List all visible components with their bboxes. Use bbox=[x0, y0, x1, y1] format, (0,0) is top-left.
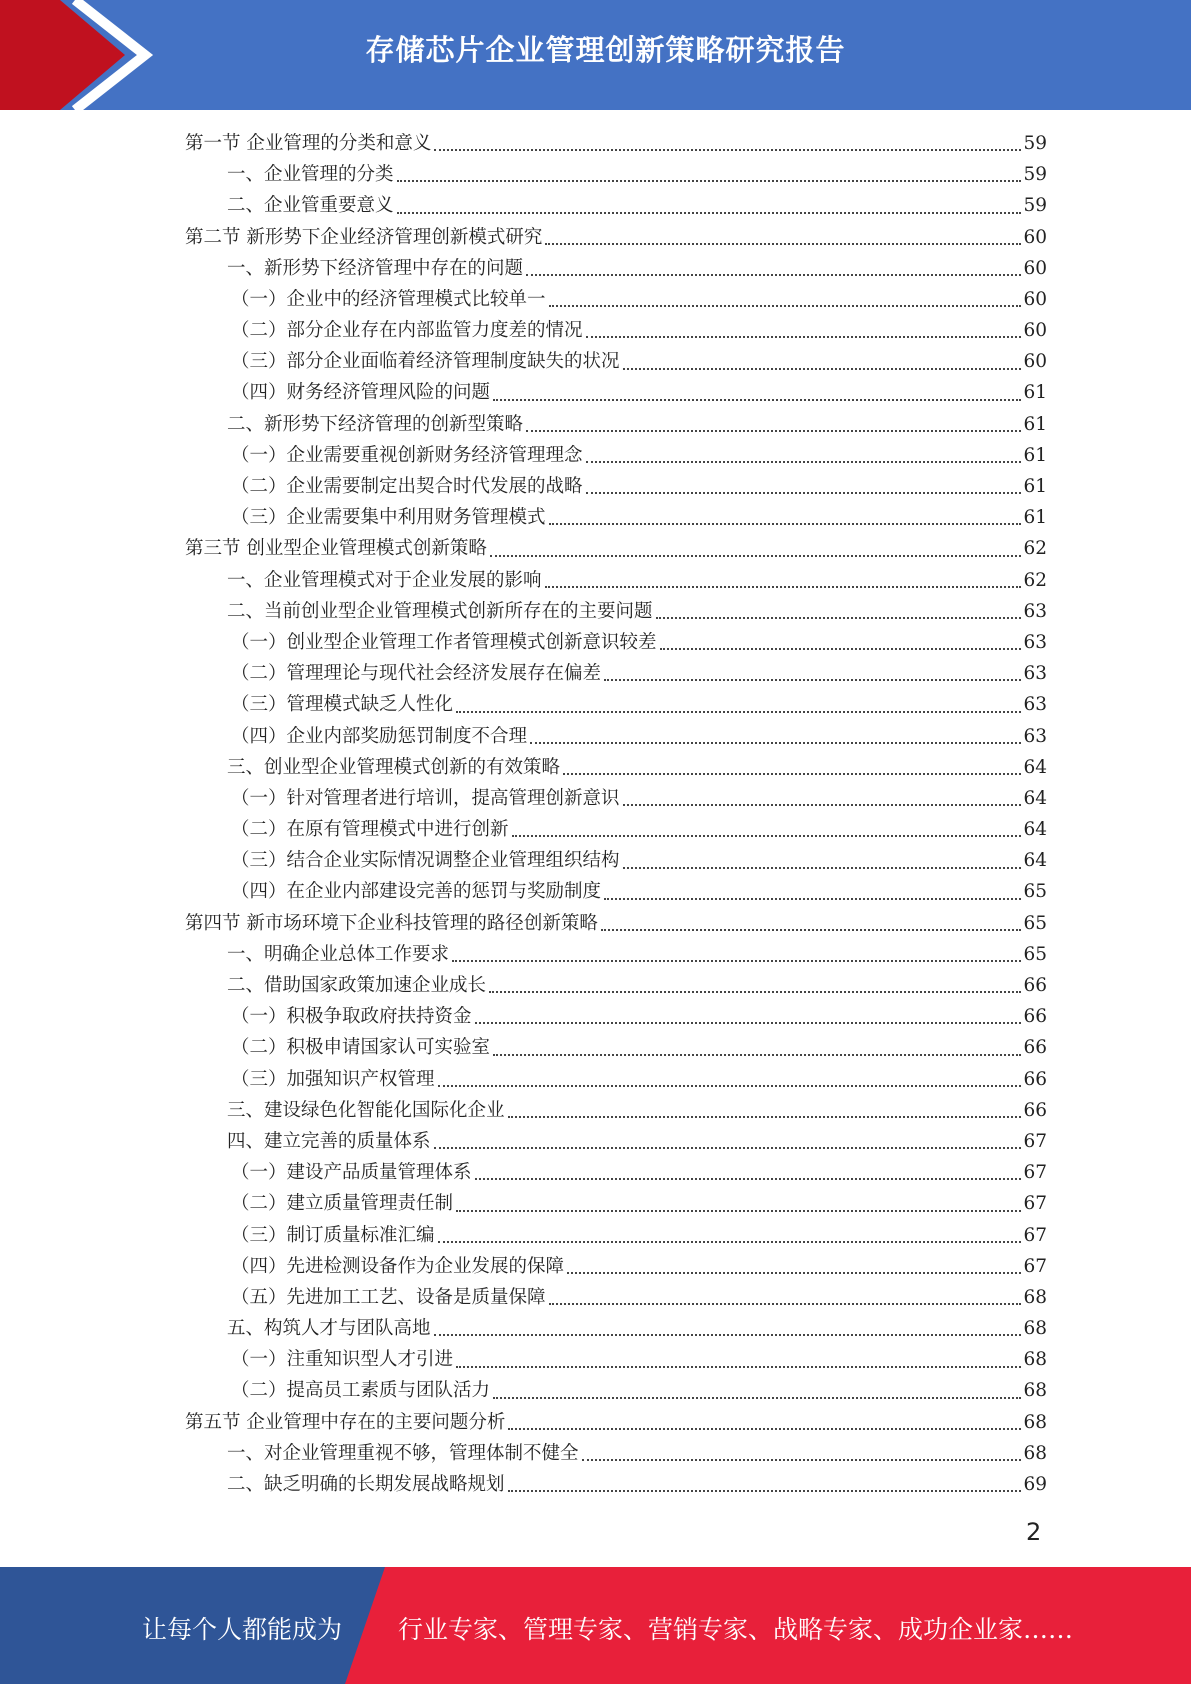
page-header bbox=[0, 0, 1191, 110]
toc-entry[interactable] bbox=[185, 1032, 1047, 1063]
toc-dot-leader bbox=[549, 1303, 1022, 1305]
toc-entry[interactable] bbox=[185, 1407, 1047, 1438]
toc-dot-leader bbox=[475, 1178, 1022, 1180]
toc-entry-title: （三）管理模式缺乏人性化 bbox=[231, 694, 454, 716]
toc-entry-page: 64 bbox=[1023, 756, 1047, 778]
toc-entry-page: 67 bbox=[1023, 1255, 1047, 1277]
toc-entry[interactable] bbox=[185, 752, 1047, 783]
toc-entry-page: 60 bbox=[1023, 288, 1047, 310]
toc-dot-leader bbox=[582, 1459, 1022, 1461]
toc-entry-page: 68 bbox=[1023, 1442, 1047, 1464]
toc-entry-page: 66 bbox=[1023, 1037, 1047, 1059]
toc-dot-leader bbox=[623, 368, 1022, 370]
toc-entry-page: 68 bbox=[1023, 1349, 1047, 1371]
toc-entry-title: 二、缺乏明确的长期发展战略规划 bbox=[227, 1474, 505, 1496]
toc-entry-page: 67 bbox=[1023, 1193, 1047, 1215]
toc-entry[interactable] bbox=[185, 783, 1047, 814]
toc-entry-title: （三）制订质量标准汇编 bbox=[231, 1224, 435, 1246]
toc-entry-title: 二、借助国家政策加速企业成长 bbox=[227, 975, 487, 997]
toc-entry-page: 60 bbox=[1023, 257, 1047, 279]
toc-entry[interactable] bbox=[185, 190, 1047, 221]
toc-entry-title: 三、创业型企业管理模式创新的有效策略 bbox=[227, 756, 561, 778]
toc-entry[interactable] bbox=[185, 159, 1047, 190]
toc-entry-page: 61 bbox=[1023, 476, 1047, 498]
toc-entry[interactable] bbox=[185, 1282, 1047, 1313]
toc-entry[interactable] bbox=[185, 315, 1047, 346]
toc-entry-title: （二）积极申请国家认可实验室 bbox=[231, 1037, 491, 1059]
toc-entry[interactable] bbox=[185, 1001, 1047, 1032]
toc-entry[interactable] bbox=[185, 845, 1047, 876]
toc-entry-page: 63 bbox=[1023, 725, 1047, 747]
toc-entry-title: （一）注重知识型人才引进 bbox=[231, 1349, 454, 1371]
toc-dot-leader bbox=[549, 523, 1022, 525]
toc-entry-title: （三）部分企业面临着经济管理制度缺失的状况 bbox=[231, 351, 620, 373]
toc-entry-page: 59 bbox=[1023, 195, 1047, 217]
toc-entry[interactable] bbox=[185, 1376, 1047, 1407]
toc-dot-leader bbox=[456, 1366, 1021, 1368]
footer-slogan-left: 让每个人都能成为 bbox=[142, 1615, 343, 1644]
toc-dot-leader bbox=[493, 1054, 1021, 1056]
toc-entry-title: 一、新形势下经济管理中存在的问题 bbox=[227, 257, 524, 279]
toc-entry-page: 66 bbox=[1023, 1068, 1047, 1090]
toc-dot-leader bbox=[563, 773, 1021, 775]
toc-entry-title: 三、建设绿色化智能化国际化企业 bbox=[227, 1099, 505, 1121]
toc-entry-page: 65 bbox=[1023, 943, 1047, 965]
toc-entry[interactable] bbox=[185, 471, 1047, 502]
toc-dot-leader bbox=[623, 804, 1022, 806]
toc-dot-leader bbox=[601, 929, 1022, 931]
toc-dot-leader bbox=[586, 492, 1022, 494]
toc-dot-leader bbox=[586, 461, 1022, 463]
toc-entry[interactable] bbox=[185, 440, 1047, 471]
toc-dot-leader bbox=[545, 243, 1021, 245]
toc-entry-page: 61 bbox=[1023, 444, 1047, 466]
toc-dot-leader bbox=[623, 867, 1022, 869]
toc-dot-leader bbox=[493, 399, 1021, 401]
toc-dot-leader bbox=[397, 212, 1022, 214]
toc-entry-page: 67 bbox=[1023, 1224, 1047, 1246]
toc-entry-page: 59 bbox=[1023, 164, 1047, 186]
toc-dot-leader bbox=[456, 711, 1021, 713]
toc-dot-leader bbox=[586, 336, 1022, 338]
toc-entry-title: 第二节 新形势下企业经济管理创新模式研究 bbox=[185, 226, 543, 248]
toc-entry-page: 68 bbox=[1023, 1411, 1047, 1433]
page-number: 2 bbox=[1026, 1518, 1042, 1546]
toc-entry-title: （一）建设产品质量管理体系 bbox=[231, 1162, 472, 1184]
toc-entry[interactable] bbox=[185, 1095, 1047, 1126]
toc-dot-leader bbox=[434, 1334, 1022, 1336]
toc-dot-leader bbox=[604, 898, 1021, 900]
toc-entry[interactable] bbox=[185, 1313, 1047, 1344]
toc-entry-title: （一）创业型企业管理工作者管理模式创新意识较差 bbox=[231, 631, 657, 653]
toc-entry[interactable] bbox=[185, 814, 1047, 845]
toc-entry-title: 一、对企业管理重视不够，管理体制不健全 bbox=[227, 1442, 579, 1464]
report-title: 存储芯片企业管理创新策略研究报告 bbox=[365, 33, 846, 67]
toc-dot-leader bbox=[526, 274, 1021, 276]
toc-dot-leader bbox=[490, 555, 1022, 557]
toc-entry-page: 66 bbox=[1023, 1006, 1047, 1028]
toc-entry[interactable] bbox=[185, 721, 1047, 752]
toc-dot-leader bbox=[489, 991, 1021, 993]
toc-entry-title: （一）针对管理者进行培训，提高管理创新意识 bbox=[231, 787, 620, 809]
toc-entry-title: 五、构筑人才与团队高地 bbox=[227, 1318, 431, 1340]
toc-entry-title: （五）先进加工工艺、设备是质量保障 bbox=[231, 1286, 546, 1308]
toc-entry-title: （三）加强知识产权管理 bbox=[231, 1068, 435, 1090]
toc-entry[interactable] bbox=[185, 1126, 1047, 1157]
toc-dot-leader bbox=[508, 1490, 1022, 1492]
toc-entry-page: 61 bbox=[1023, 507, 1047, 529]
toc-entry-page: 68 bbox=[1023, 1380, 1047, 1402]
toc-entry-page: 69 bbox=[1023, 1474, 1047, 1496]
toc-entry-page: 60 bbox=[1023, 351, 1047, 373]
toc-entry[interactable] bbox=[185, 689, 1047, 720]
toc-entry-title: （四）先进检测设备作为企业发展的保障 bbox=[231, 1255, 565, 1277]
toc-entry-title: （四）企业内部奖励惩罚制度不合理 bbox=[231, 725, 528, 747]
toc-entry-page: 60 bbox=[1023, 320, 1047, 342]
toc-dot-leader bbox=[567, 1272, 1021, 1274]
toc-entry-title: 二、新形势下经济管理的创新型策略 bbox=[227, 413, 524, 435]
toc-dot-leader bbox=[512, 835, 1022, 837]
toc-entry-page: 68 bbox=[1023, 1318, 1047, 1340]
toc-entry-title: （一）积极争取政府扶持资金 bbox=[231, 1006, 472, 1028]
toc-entry[interactable] bbox=[185, 253, 1047, 284]
toc-entry-page: 64 bbox=[1023, 787, 1047, 809]
toc-dot-leader bbox=[660, 648, 1022, 650]
toc-entry[interactable] bbox=[185, 877, 1047, 908]
toc-entry-page: 66 bbox=[1023, 1099, 1047, 1121]
toc-entry[interactable] bbox=[185, 939, 1047, 970]
toc-entry-page: 64 bbox=[1023, 819, 1047, 841]
toc-entry[interactable] bbox=[185, 378, 1047, 409]
toc-entry[interactable] bbox=[185, 346, 1047, 377]
toc-entry[interactable] bbox=[185, 627, 1047, 658]
toc-entry-page: 64 bbox=[1023, 850, 1047, 872]
toc-entry-page: 60 bbox=[1023, 226, 1047, 248]
toc-entry-page: 63 bbox=[1023, 694, 1047, 716]
toc-entry[interactable] bbox=[185, 1469, 1047, 1500]
toc-dot-leader bbox=[508, 1428, 1021, 1430]
toc-entry-title: 第三节 创业型企业管理模式创新策略 bbox=[185, 538, 487, 560]
toc-entry[interactable] bbox=[185, 222, 1047, 253]
toc-entry-page: 63 bbox=[1023, 663, 1047, 685]
toc-entry-title: 二、当前创业型企业管理模式创新所存在的主要问题 bbox=[227, 600, 653, 622]
toc-entry-title: （一）企业需要重视创新财务经济管理理念 bbox=[231, 444, 583, 466]
toc-entry-title: 二、企业管重要意义 bbox=[227, 195, 394, 217]
toc-entry-page: 62 bbox=[1023, 569, 1047, 591]
toc-entry-title: （四）财务经济管理风险的问题 bbox=[231, 382, 491, 404]
table-of-contents bbox=[185, 128, 1047, 1500]
toc-entry[interactable] bbox=[185, 658, 1047, 689]
toc-entry-title: 第五节 企业管理中存在的主要问题分析 bbox=[185, 1411, 506, 1433]
toc-entry-title: （二）部分企业存在内部监管力度差的情况 bbox=[231, 320, 583, 342]
toc-entry-page: 68 bbox=[1023, 1286, 1047, 1308]
toc-entry[interactable] bbox=[185, 1064, 1047, 1095]
toc-entry-page: 67 bbox=[1023, 1162, 1047, 1184]
toc-entry-page: 62 bbox=[1023, 538, 1047, 560]
toc-entry-title: （三）企业需要集中利用财务管理模式 bbox=[231, 507, 546, 529]
toc-dot-leader bbox=[493, 1397, 1021, 1399]
toc-entry-page: 65 bbox=[1023, 912, 1047, 934]
footer-slogan-right: 行业专家、管理专家、营销专家、战略专家、成功企业家…… bbox=[398, 1615, 1074, 1644]
toc-dot-leader bbox=[526, 430, 1021, 432]
toc-entry[interactable] bbox=[185, 1157, 1047, 1188]
toc-entry[interactable] bbox=[185, 502, 1047, 533]
toc-dot-leader bbox=[475, 1022, 1022, 1024]
toc-dot-leader bbox=[545, 586, 1022, 588]
toc-dot-leader bbox=[508, 1116, 1022, 1118]
toc-entry[interactable] bbox=[185, 1220, 1047, 1251]
toc-entry-page: 65 bbox=[1023, 881, 1047, 903]
toc-dot-leader bbox=[604, 679, 1021, 681]
toc-entry[interactable] bbox=[185, 1188, 1047, 1219]
toc-dot-leader bbox=[452, 960, 1021, 962]
toc-entry-title: （二）管理理论与现代社会经济发展存在偏差 bbox=[231, 663, 602, 685]
toc-entry[interactable] bbox=[185, 596, 1047, 627]
toc-entry-page: 59 bbox=[1023, 132, 1047, 154]
toc-entry[interactable] bbox=[185, 409, 1047, 440]
toc-entry-page: 63 bbox=[1023, 600, 1047, 622]
toc-entry[interactable] bbox=[185, 284, 1047, 315]
toc-dot-leader bbox=[456, 1210, 1021, 1212]
toc-dot-leader bbox=[434, 1147, 1022, 1149]
toc-entry-title: （一）企业中的经济管理模式比较单一 bbox=[231, 288, 546, 310]
toc-dot-leader bbox=[530, 742, 1021, 744]
toc-dot-leader bbox=[438, 1241, 1022, 1243]
toc-entry-title: 一、企业管理模式对于企业发展的影响 bbox=[227, 569, 542, 591]
toc-entry-title: （二）在原有管理模式中进行创新 bbox=[231, 819, 509, 841]
toc-entry-page: 61 bbox=[1023, 413, 1047, 435]
toc-entry-title: 第四节 新市场环境下企业科技管理的路径创新策略 bbox=[185, 912, 598, 934]
toc-entry[interactable] bbox=[185, 533, 1047, 564]
toc-entry-title: （二）提高员工素质与团队活力 bbox=[231, 1380, 491, 1402]
toc-entry-title: 一、明确企业总体工作要求 bbox=[227, 943, 450, 965]
toc-dot-leader bbox=[549, 305, 1022, 307]
toc-entry-title: （二）企业需要制定出契合时代发展的战略 bbox=[231, 476, 583, 498]
toc-entry[interactable] bbox=[185, 1251, 1047, 1282]
toc-entry-title: （二）建立质量管理责任制 bbox=[231, 1193, 454, 1215]
toc-dot-leader bbox=[438, 1085, 1022, 1087]
toc-dot-leader bbox=[397, 180, 1022, 182]
toc-entry[interactable] bbox=[185, 565, 1047, 596]
toc-entry-title: 第一节 企业管理的分类和意义 bbox=[185, 132, 432, 154]
toc-entry-title: （三）结合企业实际情况调整企业管理组织结构 bbox=[231, 850, 620, 872]
toc-entry-title: 一、企业管理的分类 bbox=[227, 164, 394, 186]
toc-entry[interactable] bbox=[185, 128, 1047, 159]
toc-entry-page: 67 bbox=[1023, 1130, 1047, 1152]
toc-entry-title: 四、建立完善的质量体系 bbox=[227, 1130, 431, 1152]
toc-entry[interactable] bbox=[185, 1344, 1047, 1375]
toc-entry[interactable] bbox=[185, 908, 1047, 939]
toc-entry-page: 66 bbox=[1023, 975, 1047, 997]
toc-dot-leader bbox=[434, 149, 1021, 151]
toc-entry-page: 63 bbox=[1023, 631, 1047, 653]
toc-entry-page: 61 bbox=[1023, 382, 1047, 404]
toc-entry[interactable] bbox=[185, 970, 1047, 1001]
toc-dot-leader bbox=[656, 617, 1022, 619]
toc-entry-title: （四）在企业内部建设完善的惩罚与奖励制度 bbox=[231, 881, 602, 903]
toc-entry[interactable] bbox=[185, 1438, 1047, 1469]
